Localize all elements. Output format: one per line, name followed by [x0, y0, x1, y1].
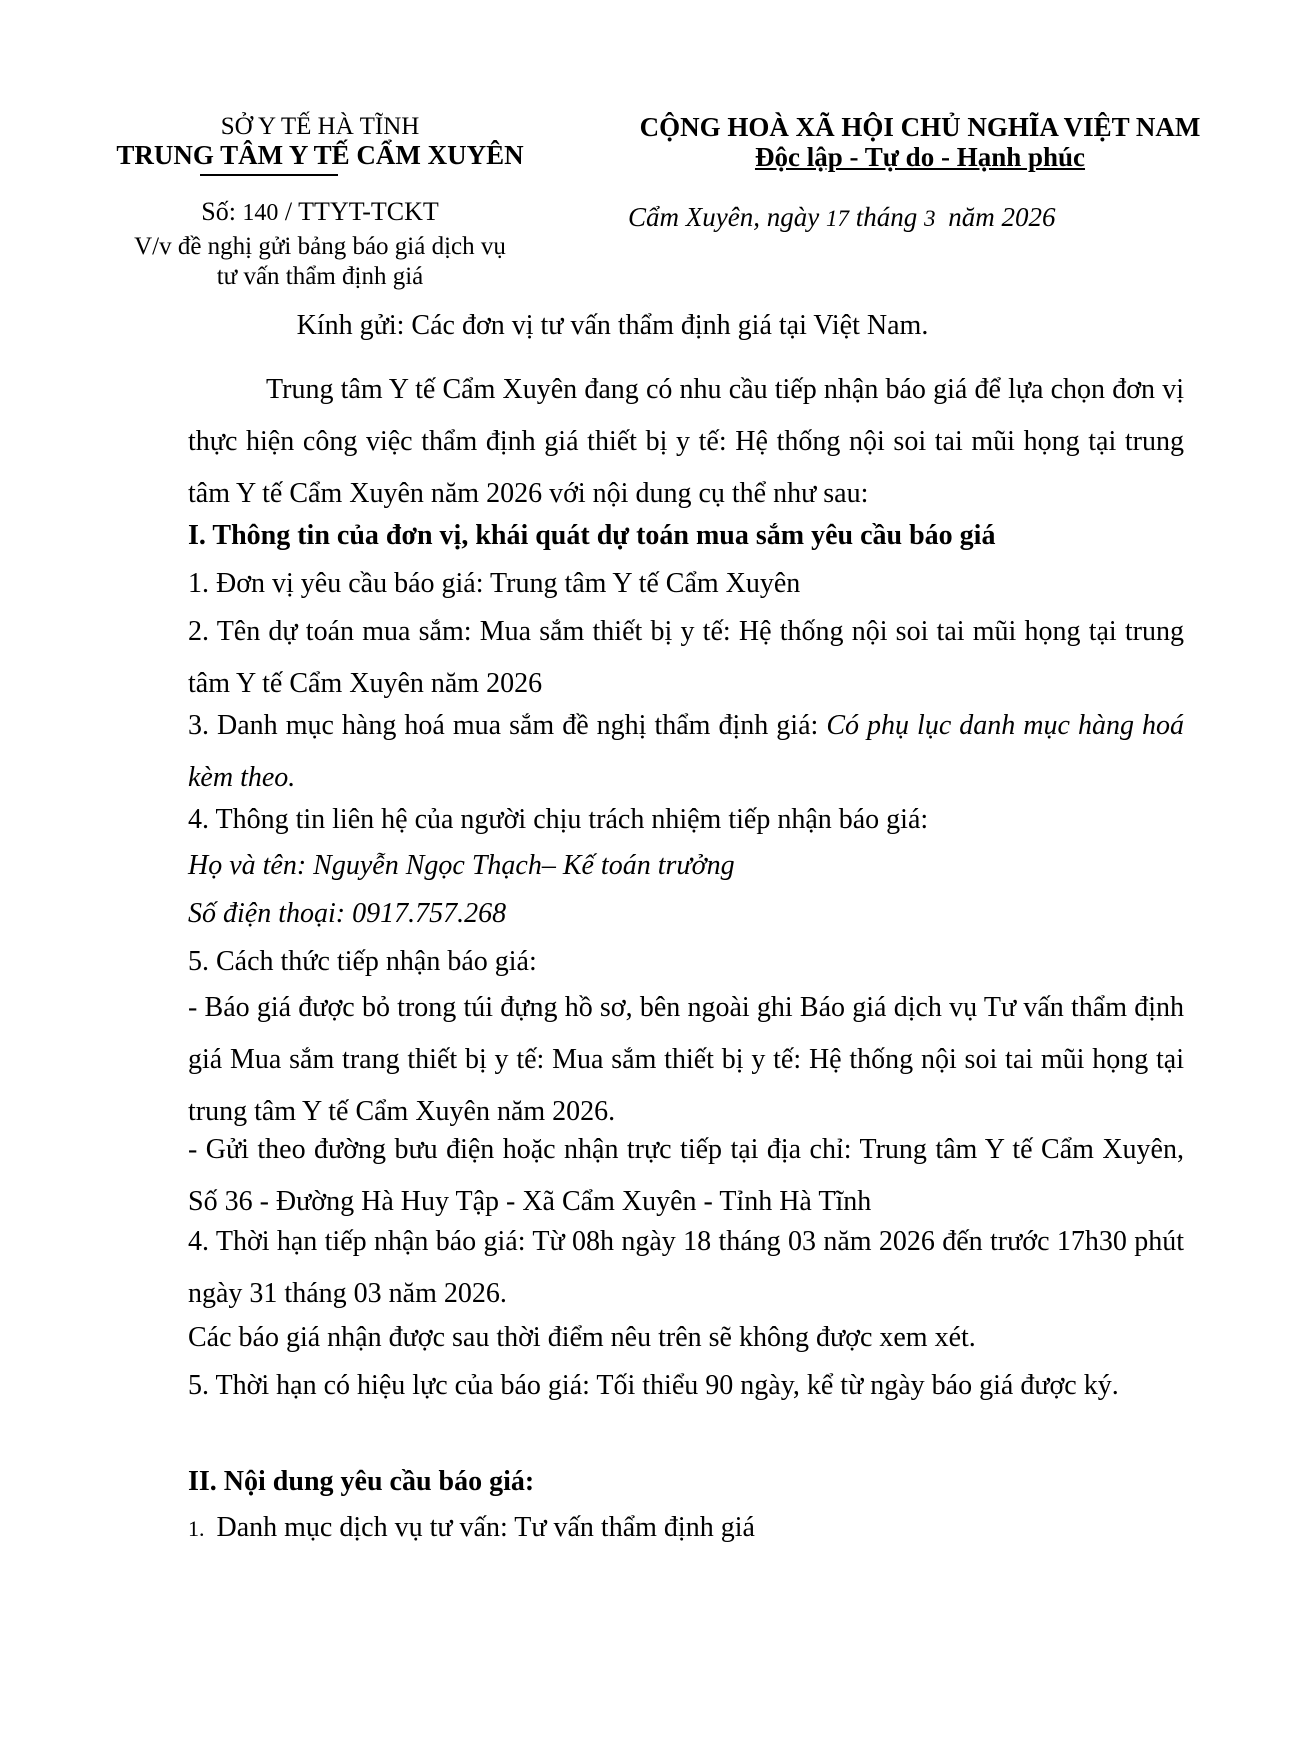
doc-number-suffix: / TTYT-TCKT [284, 197, 439, 226]
section-1-item-3 [188, 700, 1184, 804]
section-2-item-1-number: 1. [188, 1516, 205, 1541]
section-2-item-1 [188, 1502, 755, 1555]
doc-number [100, 196, 540, 229]
place-date [628, 200, 1055, 236]
date-day: 17 [825, 206, 849, 231]
section-1-item-6: 4. Thời hạn tiếp nhận báo giá: Từ 08h ngày 18 tháng 03 năm 2026 đến trước 17h30 phút ngày 31 tháng 03 năm 2026. [188, 1226, 1184, 1309]
doc-number-value: 140 [242, 200, 279, 226]
section-2-heading: II. Nội dung yêu cầu báo giá: [188, 1466, 535, 1497]
contact-phone: Số điện thoại: 0917.757.268 [188, 898, 507, 929]
section-1-item-7: 5. Thời hạn có hiệu lực của báo giá: Tối thiểu 90 ngày, kể từ ngày báo giá được ký. [188, 1370, 1119, 1401]
doc-number-label: Số: [201, 197, 236, 226]
subject-line-2: tư vấn thẩm định giá [216, 263, 424, 290]
intro-paragraph: Trung tâm Y tế Cẩm Xuyên đang có nhu cầu tiếp nhận báo giá để lựa chọn đơn vị thực hiện công việc thẩm định giá thiết bị y tế: Hệ thống nội soi tai mũi họng tại trung tâm Y tế Cẩm Xuyên năm 2026 với nội dung cụ thể như sau: [188, 374, 1184, 509]
section-1-item-3-label: 3. Danh mục hàng hoá mua sắm đề nghị thẩm định giá: [188, 710, 827, 741]
late-note: Các báo giá nhận được sau thời điểm nêu trên sẽ không được xem xét. [188, 1322, 976, 1353]
section-2-item-1-text: Danh mục dịch vụ tư vấn: Tư vấn thẩm định giá [216, 1512, 755, 1543]
date-month-label: tháng [855, 202, 918, 232]
country-name: CỘNG HOÀ XÃ HỘI CHỦ NGHĨA VIỆT NAM [639, 112, 1201, 142]
agency-parent: SỞ Y TẾ HÀ TĨNH [220, 113, 420, 140]
section-1-item-3-note: Có phụ lục danh mục hàng hoá kèm theo. [188, 710, 1185, 793]
submission-bullet-2: - Gửi theo đường bưu điện hoặc nhận trực tiếp tại địa chỉ: Trung tâm Y tế Cẩm Xuyên, Số 36 - Đường Hà Huy Tập - Xã Cẩm Xuyên - Tỉnh Hà Tĩnh [188, 1134, 1184, 1217]
recipient-line: Kính gửi: Các đơn vị tư vấn thẩm định giá tại Việt Nam. [296, 310, 929, 341]
date-month: 3 [923, 206, 936, 231]
section-1-item-5: 5. Cách thức tiếp nhận báo giá: [188, 946, 537, 977]
contact-name: Họ và tên: Nguyễn Ngọc Thạch– Kế toán trưởng [188, 850, 735, 881]
section-1-item-2: 2. Tên dự toán mua sắm: Mua sắm thiết bị y tế: Hệ thống nội soi tai mũi họng tại trung tâm Y tế Cẩm Xuyên năm 2026 [188, 616, 1184, 699]
section-1-item-1: 1. Đơn vị yêu cầu báo giá: Trung tâm Y tế Cẩm Xuyên [188, 568, 801, 599]
date-year: năm 2026 [948, 202, 1056, 232]
section-1-heading: I. Thông tin của đơn vị, khái quát dự toán mua sắm yêu cầu báo giá [188, 520, 996, 551]
section-1-item-4: 4. Thông tin liên hệ của người chịu trách nhiệm tiếp nhận báo giá: [188, 804, 929, 835]
submission-bullet-1: - Báo giá được bỏ trong túi đựng hồ sơ, bên ngoài ghi Báo giá dịch vụ Tư vấn thẩm định giá Mua sắm trang thiết bị y tế: Mua sắm thiết bị y tế: Hệ thống nội soi tai mũi họng tại trung tâm Y tế Cẩm Xuyên năm 2026. [188, 992, 1184, 1127]
national-motto: Độc lập - Tự do - Hạnh phúc [754, 142, 1086, 172]
agency-underline [200, 174, 338, 176]
subject-line-1: V/v đề nghị gửi bảng báo giá dịch vụ [134, 233, 506, 260]
agency-name: TRUNG TÂM Y TẾ CẨM XUYÊN [116, 140, 524, 170]
place-date-prefix: Cẩm Xuyên, ngày [628, 202, 820, 232]
